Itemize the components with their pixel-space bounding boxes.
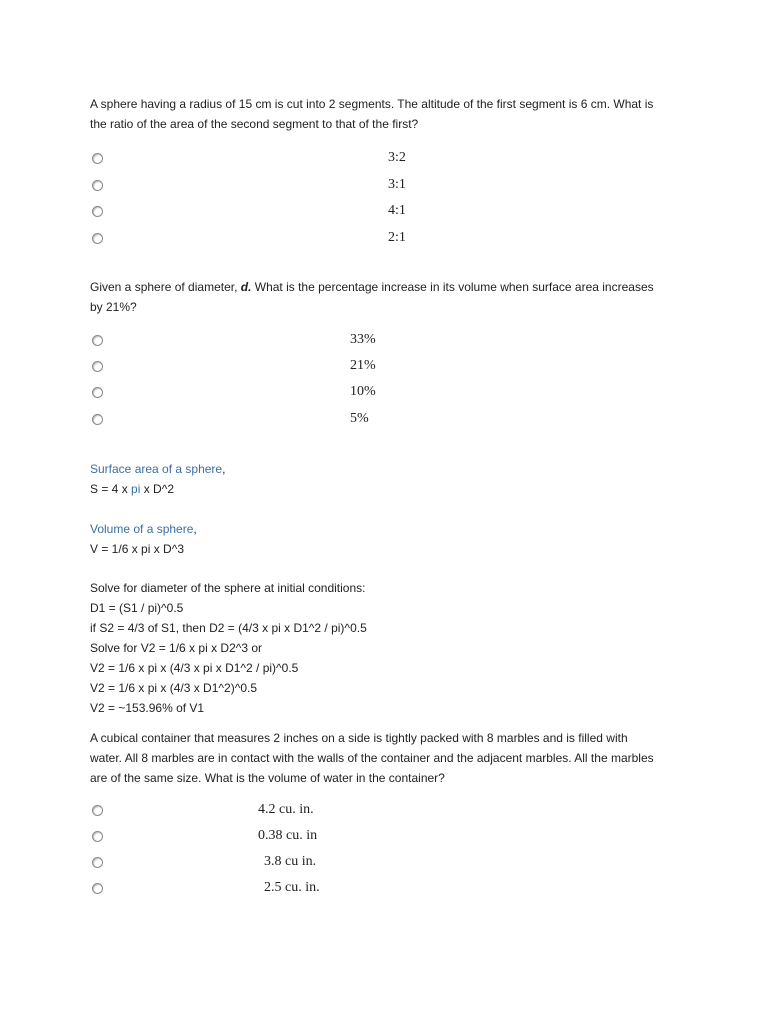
option-label: 21% [350, 358, 376, 373]
option-label: 4.2 cu. in. [258, 802, 314, 817]
question-1-text: A sphere having a radius of 15 cm is cut into 2 segments. The altitude of the first segment is 6 cm. What is the ratio of the area of the second segment to that of the first? [90, 97, 654, 131]
option-label: 0.38 cu. in [258, 828, 318, 843]
q2-option-3[interactable] [92, 383, 492, 405]
q1-option-3[interactable] [92, 202, 492, 224]
radio-button[interactable] [92, 414, 103, 425]
solution-volume [90, 519, 660, 559]
q3-option-1[interactable] [92, 801, 492, 823]
option-label: 3:1 [388, 177, 406, 192]
option-label: 2:1 [388, 230, 406, 245]
question-2-text-before: Given a sphere of diameter, [90, 280, 241, 294]
q3-option-4[interactable] [92, 879, 492, 901]
option-label: 4:1 [388, 203, 406, 218]
radio-button[interactable] [92, 831, 103, 842]
surface-area-formula [90, 479, 660, 499]
option-label: 2.5 cu. in. [264, 880, 320, 895]
radio-button[interactable] [92, 805, 103, 816]
question-2-variable: d. [240, 280, 252, 294]
q3-option-2[interactable] [92, 827, 492, 849]
volume-link[interactable]: Volume of a sphere [90, 522, 194, 536]
comma: , [222, 462, 226, 476]
radio-button[interactable] [92, 180, 103, 191]
pi-link[interactable]: pi [131, 482, 141, 496]
solution-step: Solve for V2 = 1/6 x pi x D2^3 or [90, 641, 263, 655]
formula-part: x D^2 [140, 482, 175, 496]
volume-heading [90, 519, 660, 539]
option-label: 5% [350, 411, 369, 426]
radio-button[interactable] [92, 335, 103, 346]
solution-step: V2 = ~153.96% of V1 [90, 701, 205, 715]
radio-button[interactable] [92, 857, 103, 868]
q1-option-1[interactable] [92, 149, 492, 171]
option-label: 3.8 cu in. [264, 854, 317, 869]
radio-button[interactable] [92, 233, 103, 244]
question-3-text: A cubical container that measures 2 inches on a side is tightly packed with 8 marbles and is filled with water. All 8 marbles are in contact with the walls of the container and the adjacent marbles. All the marbles are of the same size. What is the volume of water in the container? [90, 731, 654, 785]
volume-formula: V = 1/6 x pi x D^3 [90, 542, 185, 556]
radio-button[interactable] [92, 361, 103, 372]
q3-option-3[interactable] [92, 853, 492, 875]
comma: , [193, 522, 197, 536]
q1-option-4[interactable] [92, 229, 492, 251]
q2-option-4[interactable] [92, 410, 492, 432]
option-label: 10% [350, 384, 376, 399]
q2-option-1[interactable] [92, 331, 492, 353]
solution-steps [90, 578, 660, 718]
solution-step: V2 = 1/6 x pi x (4/3 x pi x D1^2 / pi)^0.5 [90, 661, 299, 675]
q1-option-2[interactable] [92, 176, 492, 198]
radio-button[interactable] [92, 387, 103, 398]
solution-step: Solve for diameter of the sphere at initial conditions: [90, 581, 366, 595]
question-2-text-after: What is the percentage increase in its volume when surface area increases by 21%? [90, 280, 654, 314]
surface-area-link[interactable]: Surface area of a sphere [90, 462, 223, 476]
surface-area-heading [90, 459, 660, 479]
formula-part: S = 4 x [90, 482, 132, 496]
q2-option-2[interactable] [92, 357, 492, 379]
question-2-text [90, 277, 660, 317]
option-label: 3:2 [388, 150, 406, 165]
option-label: 33% [350, 332, 376, 347]
solution-step: V2 = 1/6 x pi x (4/3 x D1^2)^0.5 [90, 681, 258, 695]
radio-button[interactable] [92, 883, 103, 894]
solution-surface-area [90, 459, 660, 499]
solution-step: D1 = (S1 / pi)^0.5 [90, 601, 184, 615]
radio-button[interactable] [92, 153, 103, 164]
radio-button[interactable] [92, 206, 103, 217]
solution-step: if S2 = 4/3 of S1, then D2 = (4/3 x pi x D1^2 / pi)^0.5 [90, 621, 367, 635]
